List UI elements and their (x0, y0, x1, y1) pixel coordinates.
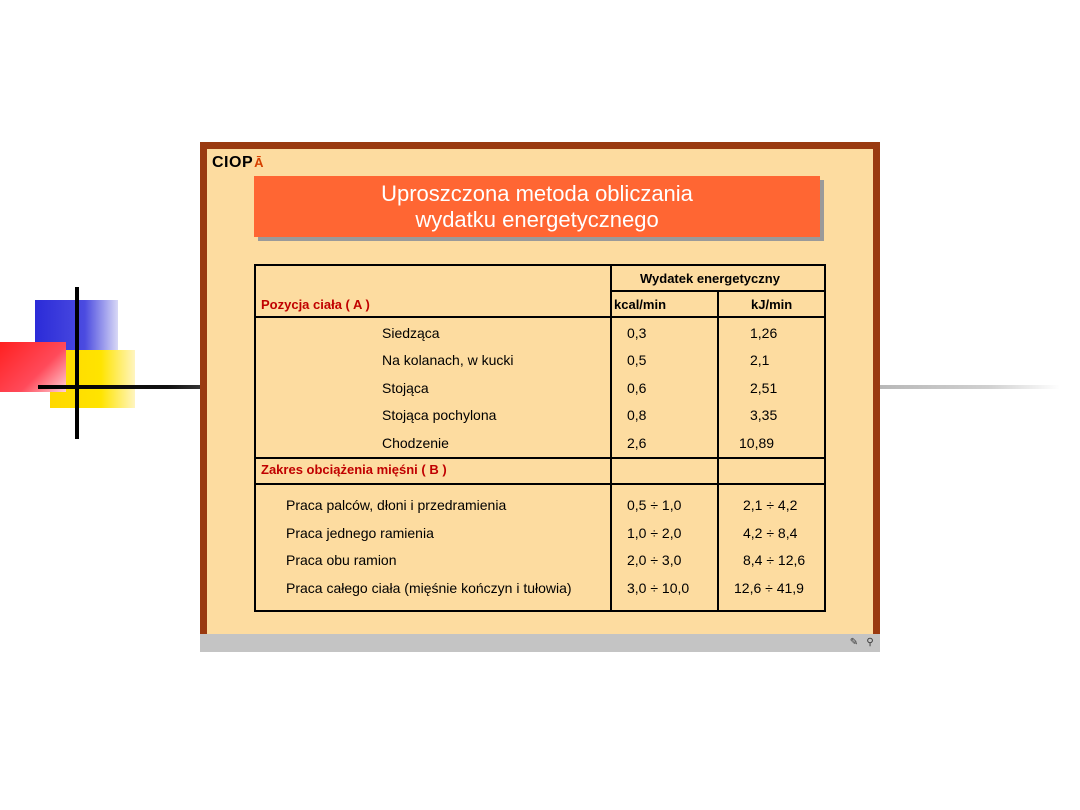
logo-text: CIOP (212, 154, 254, 171)
row-a-kj: 1,26 (750, 325, 778, 341)
row-a-label: Na kolanach, w kucki (382, 352, 514, 368)
decor-vertical-line (75, 287, 79, 439)
table-divider (610, 290, 824, 292)
row-a-label: Stojąca pochylona (382, 407, 497, 423)
title-line-2: wydatku energetycznego (415, 206, 659, 232)
col-kj-header: kJ/min (751, 297, 793, 312)
decor-horizontal-line-left (38, 385, 200, 389)
row-a-kj: 2,51 (750, 380, 778, 396)
slide-title (254, 176, 820, 237)
row-a-kj: 2,1 (750, 352, 770, 368)
row-a-kj: 10,89 (739, 435, 775, 451)
logo-mark: Ā (254, 155, 265, 170)
row-a-kcal: 0,6 (627, 380, 647, 396)
row-b-label: Praca palców, dłoni i przedramienia (286, 497, 507, 513)
table-divider (256, 316, 824, 318)
row-b-kcal: 3,0 ÷ 10,0 (627, 580, 690, 596)
row-b-kj: 8,4 ÷ 12,6 (743, 552, 806, 568)
row-a-label: Stojąca (382, 380, 429, 396)
row-a-kcal: 0,8 (627, 407, 647, 423)
viewer-status-bar (200, 634, 880, 652)
section-b-label: Zakres obciążenia mięśni ( B ) (261, 462, 447, 477)
decor-horizontal-line-right (880, 385, 1060, 389)
row-b-kj: 4,2 ÷ 8,4 (743, 525, 798, 541)
col-kcal-header: kcal/min (614, 297, 667, 312)
row-a-kcal: 2,6 (627, 435, 647, 451)
row-b-kcal: 1,0 ÷ 2,0 (627, 525, 682, 541)
ciop-logo (212, 154, 264, 172)
row-b-kj: 2,1 ÷ 4,2 (743, 497, 798, 513)
row-b-kcal: 2,0 ÷ 3,0 (627, 552, 682, 568)
slide-content (207, 149, 873, 634)
row-a-kcal: 0,5 (627, 352, 647, 368)
row-b-kcal: 0,5 ÷ 1,0 (627, 497, 682, 513)
zoom-icon[interactable]: ⚲ (866, 637, 874, 648)
title-line-1: Uproszczona metoda obliczania (381, 180, 693, 206)
pen-icon[interactable]: ✎ (849, 637, 859, 648)
table-divider (256, 457, 824, 459)
section-a-label: Pozycja ciała ( A ) (261, 297, 370, 312)
header-energy-expenditure: Wydatek energetyczny (640, 271, 780, 286)
row-b-label: Praca jednego ramienia (286, 525, 434, 541)
energy-table (254, 264, 826, 612)
table-divider (256, 483, 824, 485)
row-a-kj: 3,35 (750, 407, 778, 423)
row-a-label: Siedząca (382, 325, 440, 341)
row-b-label: Praca całego ciała (mięśnie kończyn i tułowia) (286, 580, 572, 596)
slide-image (200, 142, 880, 652)
row-a-kcal: 0,3 (627, 325, 647, 341)
row-b-kj: 12,6 ÷ 41,9 (734, 580, 804, 596)
row-b-label: Praca obu ramion (286, 552, 397, 568)
row-a-label: Chodzenie (382, 435, 449, 451)
table-divider (717, 292, 719, 610)
